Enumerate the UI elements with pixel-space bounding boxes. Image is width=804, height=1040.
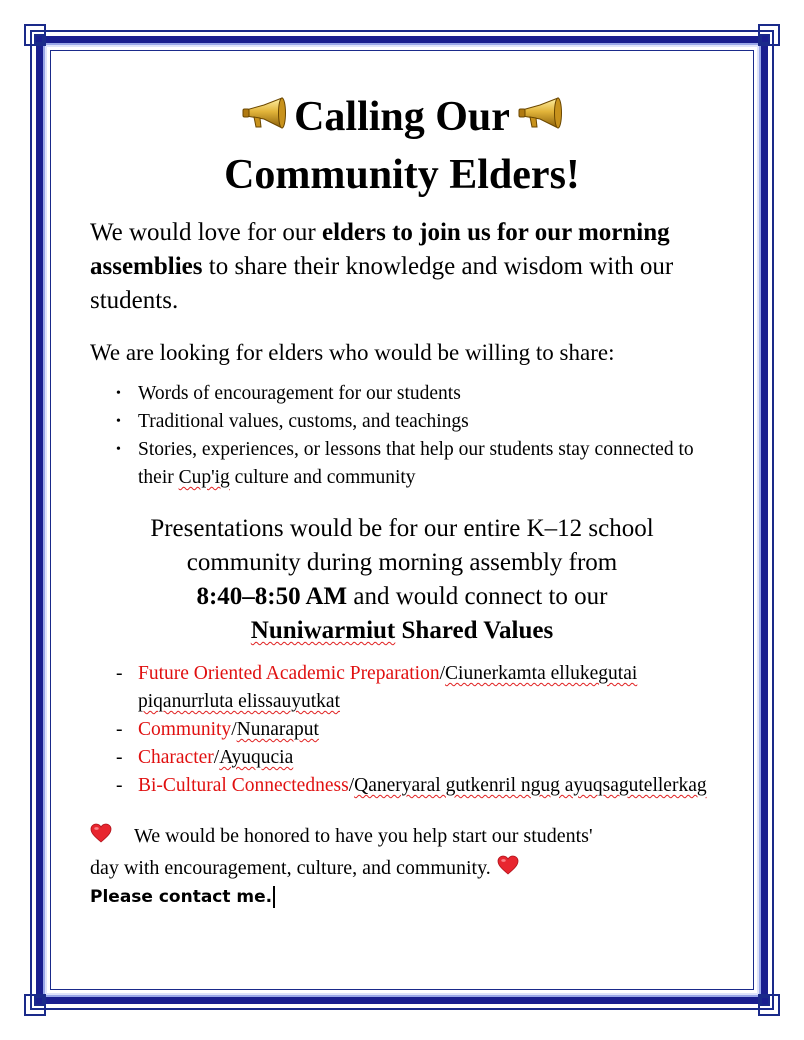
value-separator: /	[348, 775, 355, 796]
presentation-line-1: Presentations would be for our entire K–12 school	[150, 515, 654, 542]
presentation-line-3	[90, 580, 714, 614]
corner-ornament-top-left	[24, 24, 46, 46]
contact-line	[90, 884, 714, 910]
shared-values-name: Nuniwarmiut	[250, 617, 396, 644]
page-title	[90, 88, 714, 204]
list-item	[116, 716, 714, 744]
closing-text-2: day with encouragement, culture, and community.	[90, 857, 491, 879]
list-item	[116, 660, 714, 716]
list-item	[116, 744, 714, 772]
value-separator: /	[213, 747, 220, 768]
shared-values-list	[90, 660, 714, 800]
intro-paragraph	[90, 216, 714, 318]
intro-text-after: to share their knowledge and wisdom with our students.	[90, 253, 674, 314]
value-native: Ciunerkamta ellukegutai piqanurrluta elissauyutkat	[138, 663, 638, 712]
value-separator: /	[231, 719, 237, 740]
presentation-paragraph	[90, 512, 714, 648]
value-separator: /	[439, 663, 446, 684]
contact-text: Please contact me.	[90, 887, 273, 907]
sharing-topics-list	[90, 380, 714, 492]
presentation-line-3-after: and would connect to our	[347, 583, 608, 610]
intro-text-bold: elders to join us for our morning assemblies	[90, 219, 670, 280]
closing-paragraph	[90, 820, 714, 884]
document-body[interactable]	[90, 88, 714, 910]
corner-ornament-bottom-left	[24, 994, 46, 1016]
list-item	[116, 436, 714, 492]
title-line-2: Community Elders!	[224, 152, 580, 198]
list-item	[116, 772, 714, 800]
assembly-time: 8:40–8:50 AM	[196, 583, 348, 610]
value-native: Qaneryaral gutkenril ngug ayuqsagutellerkag	[354, 775, 707, 796]
looking-for-paragraph: We are looking for elders who would be willing to share:	[90, 340, 615, 365]
corner-ornament-bottom-right	[758, 994, 780, 1016]
heart-icon	[497, 855, 519, 875]
intro-text-before: We would love for our	[90, 219, 322, 246]
title-line-1	[90, 88, 714, 146]
text-cursor	[273, 886, 275, 908]
closing-text-1: We would be honored to have you help start our students'	[134, 825, 593, 847]
heart-icon	[90, 823, 112, 843]
shared-values-suffix: Shared Values	[395, 617, 554, 644]
list-item-text-before: Stories, experiences, or lessons that help our students stay connected to their	[138, 439, 694, 488]
megaphone-icon	[518, 97, 562, 131]
presentation-line-4	[90, 614, 714, 648]
presentation-line-2: community during morning assembly from	[186, 549, 618, 576]
value-english: Character	[138, 747, 214, 768]
spellcheck-word: Cup'ig	[178, 467, 230, 488]
title-text-1: Calling Our	[294, 94, 510, 140]
value-english: Community	[138, 719, 232, 740]
value-native: Ayuqucia	[219, 747, 294, 768]
megaphone-icon	[242, 97, 286, 131]
list-item: • Words of encouragement for our students	[116, 380, 714, 408]
list-item-text-after: culture and community	[229, 467, 416, 488]
corner-ornament-top-right	[758, 24, 780, 46]
value-english: Bi-Cultural Connectedness	[138, 775, 349, 796]
list-item: • Traditional values, customs, and teachings	[116, 408, 714, 436]
value-native: Nunaraput	[236, 719, 319, 740]
value-english: Future Oriented Academic Preparation	[138, 663, 440, 684]
